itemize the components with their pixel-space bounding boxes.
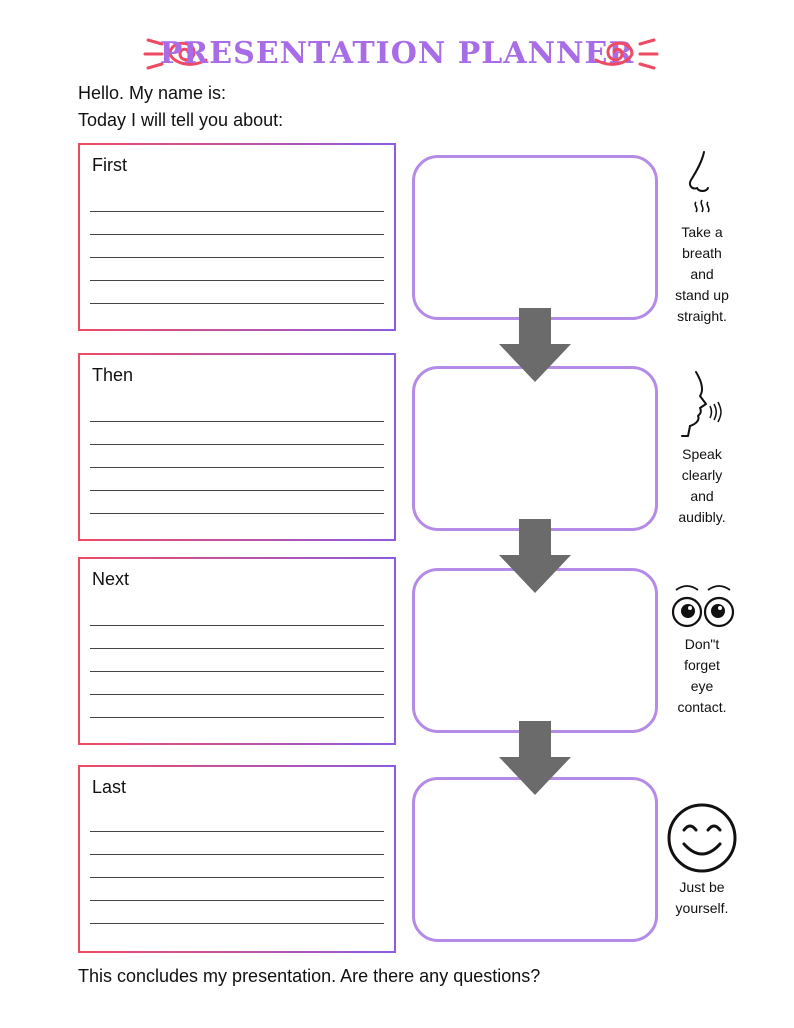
writing-line — [90, 900, 384, 901]
writing-line — [90, 513, 384, 514]
speaking-face-icon — [678, 370, 726, 438]
topic-line: Today I will tell you about: — [78, 110, 284, 130]
writing-line — [90, 303, 384, 304]
writing-line — [90, 280, 384, 281]
section-label: Last — [92, 777, 127, 797]
section-label: Then — [92, 365, 134, 385]
smiley-face-icon — [666, 802, 738, 874]
writing-line — [90, 625, 384, 626]
right-flourish-icon — [592, 32, 662, 76]
down-arrow-icon — [497, 519, 573, 595]
down-arrow-icon — [497, 308, 573, 384]
tip-eye-contact: Don"t forget eye contact. — [677, 636, 727, 715]
tip-breath: Take a breath and stand up straight. — [675, 224, 729, 324]
section-label: Next — [92, 569, 130, 589]
writing-line — [90, 877, 384, 878]
closing-line: This concludes my presentation. Are there any questions? — [78, 966, 541, 986]
flow-box-1 — [412, 155, 658, 320]
writing-line — [90, 444, 384, 445]
tip-speak: Speak clearly and audibly. — [678, 446, 726, 525]
writing-line — [90, 923, 384, 924]
writing-line — [90, 211, 384, 212]
writing-line — [90, 490, 384, 491]
writing-line — [90, 717, 384, 718]
section-label: First — [92, 155, 127, 175]
nose-breath-icon — [682, 148, 722, 218]
header — [0, 30, 794, 80]
writing-line — [90, 421, 384, 422]
writing-line — [90, 234, 384, 235]
writing-line — [90, 648, 384, 649]
section-box-then — [78, 353, 396, 541]
writing-line — [90, 831, 384, 832]
name-line: Hello. My name is: — [78, 83, 227, 103]
writing-line — [90, 467, 384, 468]
tip-be-yourself: Just be yourself. — [675, 879, 729, 916]
flow-box-4 — [412, 777, 658, 942]
section-box-first — [78, 143, 396, 331]
writing-line — [90, 257, 384, 258]
flow-box-2 — [412, 366, 658, 531]
page-title: PRESENTATION PLANNER — [159, 36, 635, 71]
eyes-icon — [670, 584, 736, 630]
section-box-next — [78, 557, 396, 745]
writing-line — [90, 694, 384, 695]
down-arrow-icon — [497, 721, 573, 797]
writing-line — [90, 854, 384, 855]
writing-line — [90, 671, 384, 672]
section-box-last — [78, 765, 396, 953]
